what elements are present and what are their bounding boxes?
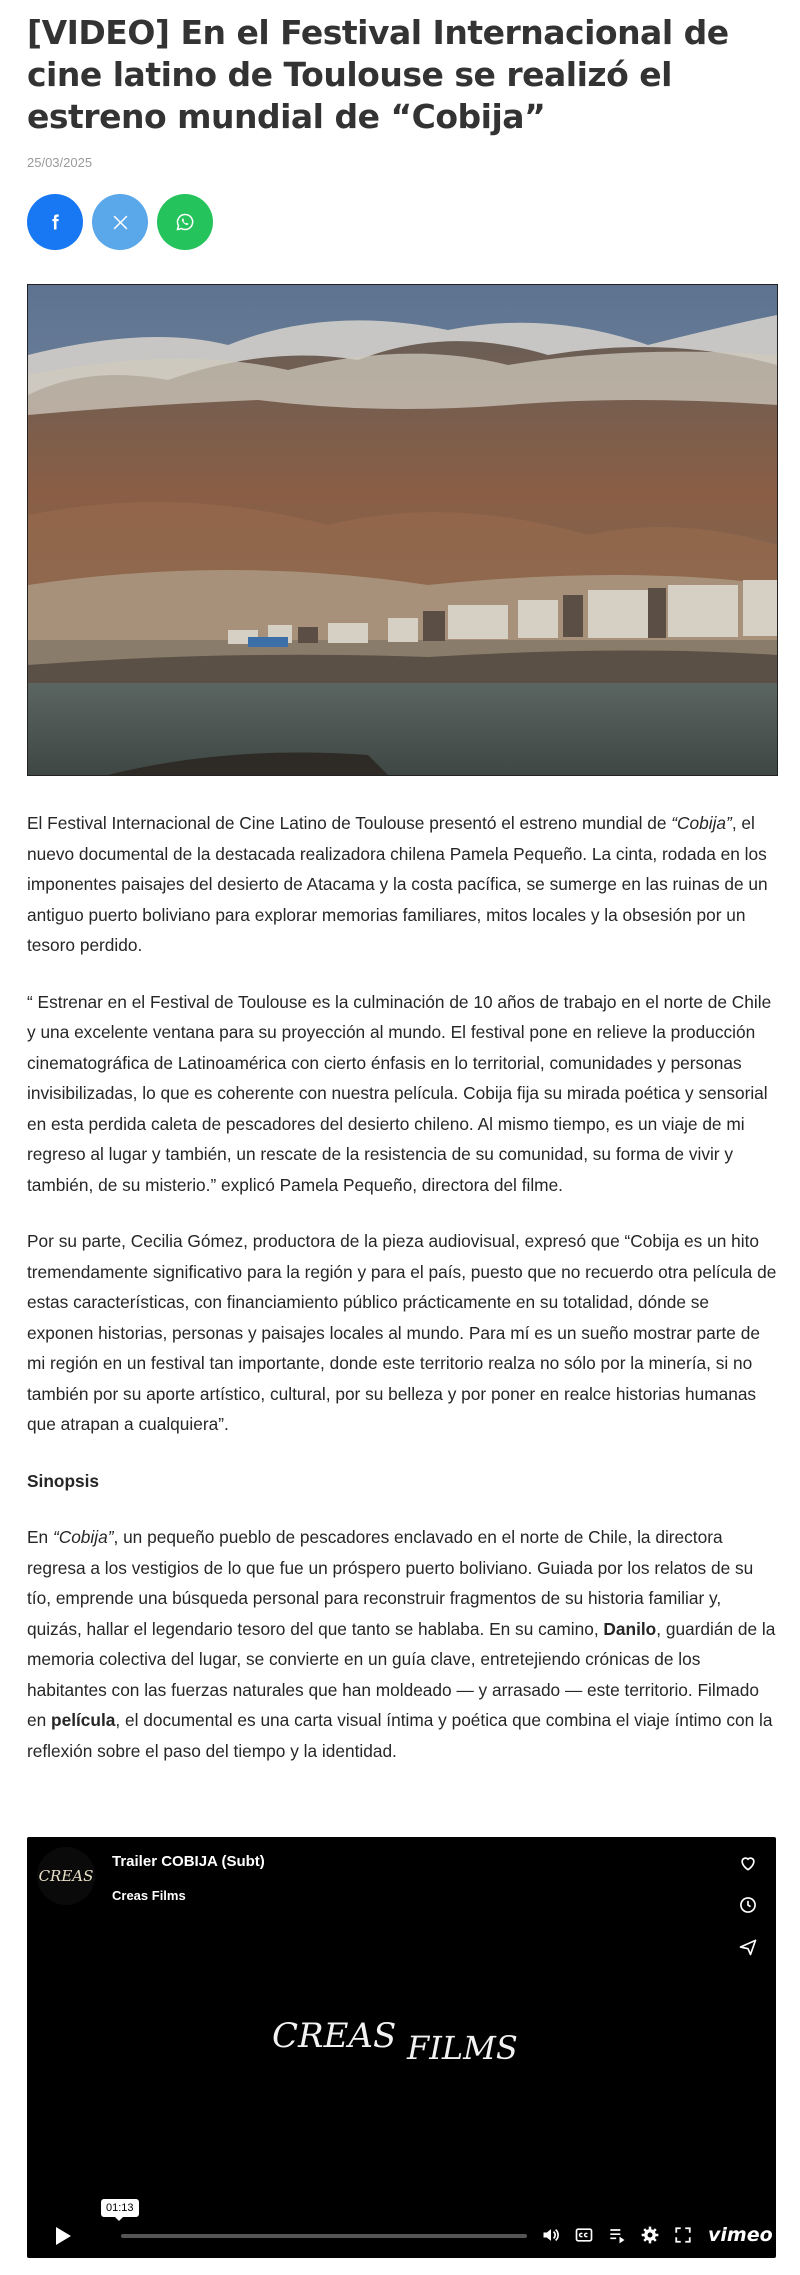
watch-later-button[interactable] — [734, 1891, 762, 1919]
s-text-a: En — [27, 1527, 53, 1547]
send-icon — [738, 1937, 758, 1957]
center-logo-films: FILMS — [407, 2029, 518, 2067]
paragraph-2: “ Estrenar en el Festival de Toulouse es la culminación de 10 años de trabajo en el norte de Chile y una excelente ventana para su proyección al mundo. El festival pone en relieve la producción cinematográfica de Latinoamérica con cierto énfasis en lo territorial, comunidades y personas invisibilizadas, lo que es coherente con nuestra película. Cobija fija su mirada poética y sensorial en esta perdida caleta de pescadores del desierto chileno. Al mismo tiempo, es un viaje de mi regreso al lugar y también, un rescate de la resistencia de su comunidad, su forma de vivir y también, de su misterio.” explicó Pamela Pequeño, directora del filme. — [27, 991, 772, 1195]
hero-image — [27, 284, 778, 776]
video-player[interactable] — [27, 1837, 776, 2258]
channel-avatar[interactable] — [37, 1847, 95, 1905]
like-button[interactable] — [734, 1849, 762, 1877]
whatsapp-icon — [175, 212, 195, 232]
s-text-d: , el documental es una carta visual íntima y poética que combina el viaje íntimo con la reflexión sobre el paso del tiempo y la identidad. — [27, 1710, 773, 1761]
x-icon — [112, 214, 129, 231]
heart-icon — [738, 1853, 758, 1873]
scrub-time-tooltip: 01:13 — [101, 2199, 139, 2217]
share-facebook-button[interactable] — [27, 194, 83, 250]
share-buttons — [27, 194, 213, 250]
paragraph-1 — [27, 808, 777, 961]
s-film-title: “Cobija” — [52, 1527, 114, 1547]
page-title: [VIDEO] En el Festival Internacional de cine latino de Toulouse se realizó el estreno mundial de “Cobija” — [27, 13, 729, 136]
fullscreen-icon — [674, 2226, 692, 2244]
channel-avatar-text: CREAS — [38, 1867, 94, 1885]
sinopsis-paragraph — [27, 1522, 777, 1766]
share-x-button[interactable] — [92, 194, 148, 250]
share-video-button[interactable] — [734, 1933, 762, 1961]
progress-track[interactable] — [121, 2234, 527, 2238]
video-controls — [539, 2223, 773, 2247]
p1-text-a: El Festival Internacional de Cine Latino de Toulouse presentó el estreno mundial de — [27, 813, 672, 833]
s-pelicula: película — [51, 1710, 116, 1730]
facebook-icon — [46, 213, 64, 231]
s-text-b: , un pequeño pueblo de pescadores enclavado en el norte de Chile, la directora regresa a los vestigios de lo que fue un próspero puerto boliviano. Guiada por los relatos de su tío, emprende una búsqueda personal para reconstruir fragmentos de su historia familiar y, quizás, hallar el legendario tesoro del que tanto se hablaba. En su camino, — [27, 1527, 754, 1639]
paragraph-3: Por su parte, Cecilia Gómez, productora de la pieza audiovisual, expresó que “Cobija es un hito tremendamente significativo para la región y para el país, puesto que no recuerdo otra película de estas características, con financiamiento público prácticamente en su totalidad, dónde se exponen historias, personas y paisajes locales al mundo. Para mí es un sueño mostrar parte de mi región en un festival tan importante, donde este territorio realza no sólo por la minería, si no también por su aporte artístico, cultural, por su belleza y por poner en realce historias humanas que atrapan a cualquiera”. — [27, 1231, 777, 1434]
vimeo-logo[interactable]: vimeo — [708, 2224, 773, 2246]
s-text-c: , guardián de la memoria colectiva del lugar, se convierte en un guía clave, entretejiendo crónicas de los habitantes con las fuerzas naturales que han moldeado — y arrasado — este territorio. Filmado en — [27, 1618, 776, 1730]
center-logo-creas: CREAS — [272, 2016, 397, 2056]
fullscreen-button[interactable] — [671, 2223, 695, 2247]
p1-film-title: “Cobija” — [671, 813, 732, 833]
play-icon — [53, 2225, 73, 2247]
video-side-actions — [734, 1849, 762, 1961]
play-button[interactable] — [53, 2225, 73, 2252]
publish-date: 25/03/2025 — [27, 155, 93, 170]
s-danilo: Danilo — [603, 1618, 657, 1639]
volume-icon — [541, 2225, 561, 2245]
chapters-icon — [607, 2225, 627, 2245]
video-author[interactable]: Creas Films — [112, 1888, 186, 1903]
article-body — [27, 808, 777, 1792]
settings-icon — [640, 2225, 660, 2245]
volume-button[interactable] — [539, 2223, 563, 2247]
share-whatsapp-button[interactable] — [157, 194, 213, 250]
video-title[interactable]: Trailer COBIJA (Subt) — [112, 1853, 265, 1870]
chapters-button[interactable] — [605, 2223, 629, 2247]
captions-button[interactable] — [572, 2223, 596, 2247]
sinopsis-heading: Sinopsis — [27, 1470, 100, 1491]
p1-text-b: , el nuevo documental de la destacada realizadora chilena Pamela Pequeño. La cinta, rodada en los imponentes paisajes del desierto de Atacama y la costa pacífica, se sumerge en las ruinas de un antiguo puerto boliviano para explorar memorias familiares, mitos locales y la obsesión por un tesoro perdido. — [27, 813, 768, 955]
settings-button[interactable] — [638, 2223, 662, 2247]
clock-icon — [738, 1895, 758, 1915]
captions-icon — [574, 2225, 594, 2245]
